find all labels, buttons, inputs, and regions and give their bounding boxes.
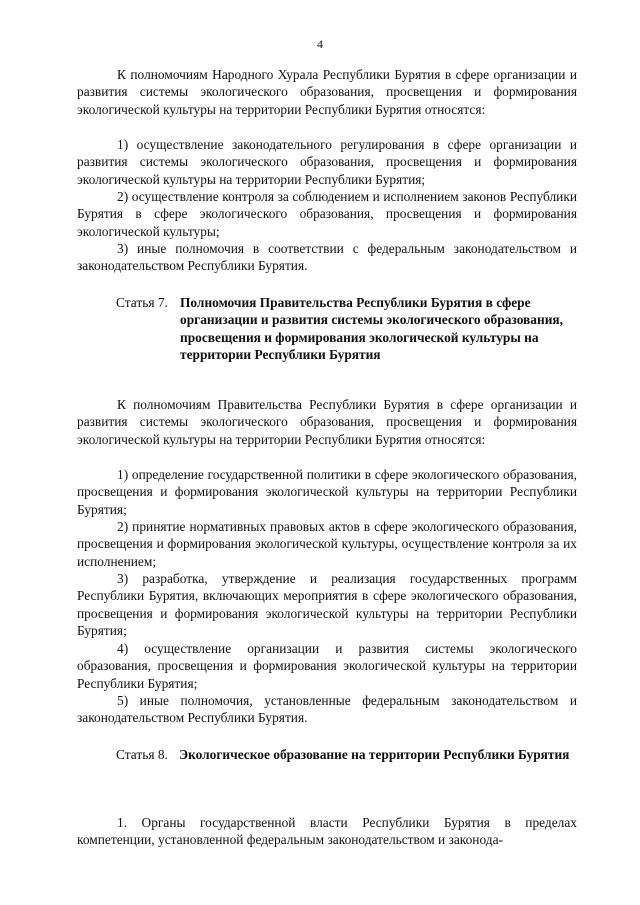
list-item [77,518,577,570]
article-title: Полномочия Правительства Республики Бурятия в сфере организации и развития системы экологического образования, просвещения и формирования экологической культуры на территории Республики Бурятия [180,295,564,363]
paragraph-text: К полномочиям Народного Хурала Республики Бурятия в сфере организации и развития системы экологического образования, просвещения и формирования экологической культуры на территории Республики Бурятия относятся: [77,67,577,117]
list-item [77,466,577,518]
list-item-text: 2) осуществление контроля за соблюдением и исполнением законов Республики Бурятия в сфере экологического образования, просвещения и формирования экологической культуры; [77,189,577,239]
list-item [77,640,577,692]
list-item-text: 4) осуществление организации и развития системы экологического образования, просвещения и формирования экологической культуры на территории Республики Бурятия; [77,641,577,691]
list-item [77,188,577,240]
paragraph-text: К полномочиям Правительства Республики Бурятия в сфере организации и развития системы экологического образования, просвещения и формирования экологической культуры на территории Республики Бурятия относятся: [77,397,577,447]
list-item-text: 1) определение государственной политики в сфере экологического образования, просвещения и формирования экологической культуры на территории Республики Бурятия; [77,467,577,517]
list-item-text: 5) иные полномочия, установленные федеральным законодательством и законодательством Республики Бурятия. [77,693,577,726]
list-item [77,570,577,640]
article-title: Экологическое образование на территории Республики Бурятия [179,747,570,762]
paragraph-text: 1. Органы государственной власти Республики Бурятия в пределах компетенции, установленной федеральным законодательством и законода- [77,815,577,848]
list-item-text: 3) иные полномочия в соответствии с федеральным законодательством и законодательством Республики Бурятия. [77,241,577,274]
list-item [77,692,577,727]
article-label: Статья 8. [116,747,168,762]
paragraph-government-intro [77,396,577,448]
paragraph-hural-intro [77,66,577,118]
page-number: 4 [317,37,323,51]
article-label: Статья 7. [116,295,168,310]
list-item-text: 1) осуществление законодательного регулирования в сфере организации и развития системы экологического образования, просвещения и формирования экологической культуры на территории Республики Бурятия; [77,137,577,187]
list-item [77,240,577,275]
paragraph-article-8 [77,814,577,849]
list-item-text: 3) разработка, утверждение и реализация государственных программ Республики Бурятия, включающих мероприятия в сфере экологического образования, просвещения и формирования экологической культуры на территории Республики Бурятия; [77,571,577,639]
list-item [77,136,577,188]
list-item-text: 2) принятие нормативных правовых актов в сфере экологического образования, просвещения и формирования экологической культуры, осуществление контроля за их исполнением; [77,519,577,569]
